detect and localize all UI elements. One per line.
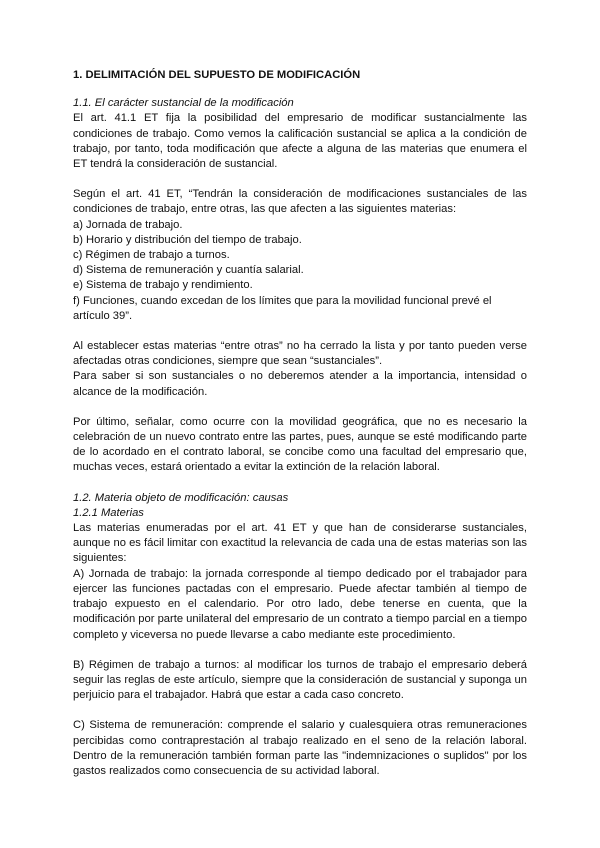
document-page: [73, 68, 527, 779]
list-item: e) Sistema de trabajo y rendimiento.: [73, 279, 253, 292]
list-item: f) Funciones, cuando excedan de los límites que para la movilidad funcional prevé el artículo 39”.: [73, 294, 492, 322]
subsection-title-1-1: 1.1. El carácter sustancial de la modificación: [73, 97, 294, 110]
subsection-title-1-2-1: 1.2.1 Materias: [73, 506, 144, 519]
list-item: c) Régimen de trabajo a turnos.: [73, 249, 230, 262]
list-item: a) Jornada de trabajo.: [73, 218, 183, 231]
spacer: [73, 400, 527, 415]
paragraph: El art. 41.1 ET fija la posibilidad del empresario de modificar sustancialmente las condiciones de trabajo. Como vemos la calificación sustancial se aplica a la condición de trabajo, por tanto, toda modificación que afecte a alguna de las materias que enumera el ET tendrá la consideración de sustancial.: [73, 112, 527, 171]
materias-list: [73, 218, 527, 324]
spacer: [73, 324, 527, 339]
paragraph: Por último, señalar, como ocurre con la movilidad geográfica, que no es necesario la celebración de un nuevo contrato entre las partes, pues, aunque se esté modificando parte de lo acordado en el contrato laboral, se concibe como una facultad del empresario que, muchas veces, estará orientado a evitar la extinción de la relación laboral.: [73, 415, 527, 474]
paragraph: C) Sistema de remuneración: comprende el salario y cualesquiera otras remuneraciones percibidas como contraprestación al trabajo realizado en el seno de la relación laboral. Dentro de la remuneración también forman parte las "indemnizaciones o suplidos" por los gastos realizados como consecuencia de su actividad laboral.: [73, 719, 527, 777]
list-item: d) Sistema de remuneración y cuantía salarial.: [73, 264, 304, 277]
paragraph: B) Régimen de trabajo a turnos: al modificar los turnos de trabajo el empresario deberá seguir las reglas de este artículo, siempre que la consideración de sustancial y suponga un perjuicio para el trabajador. Habrá que estar a cada caso concreto.: [73, 658, 527, 702]
list-item: b) Horario y distribución del tiempo de trabajo.: [73, 233, 302, 246]
spacer: [73, 172, 527, 187]
paragraph: Al establecer estas materias “entre otras” no ha cerrado la lista y por tanto pueden verse afectadas otras condiciones, siempre que sean “sustanciales”.: [73, 340, 527, 368]
spacer: [73, 643, 527, 658]
paragraph: Las materias enumeradas por el art. 41 ET y que han de considerarse sustanciales, aunque no es fácil limitar con exactitud la relevancia de cada una de estas materias son las siguientes:: [73, 522, 527, 565]
paragraph: A) Jornada de trabajo: la jornada corresponde al tiempo dedicado por el trabajador para ejercer las funciones pactadas con el empresario. Puede afectar también al tiempo de trabajo expuesto en el calendario. Por otro lado, debe tenerse en cuenta, que la modificación por parte unilateral del empresario de un contrato a tiempo parcial en a tiempo completo y viceversa no puede llevarse a cabo mediante este procedimiento.: [73, 567, 527, 641]
section-heading: 1. DELIMITACIÓN DEL SUPUESTO DE MODIFICACIÓN: [73, 69, 361, 81]
spacer: [73, 476, 527, 491]
paragraph: Para saber si son sustanciales o no deberemos atender a la importancia, intensidad o alcance de la modificación.: [73, 370, 527, 398]
spacer: [73, 703, 527, 718]
subsection-title-1-2: 1.2. Materia objeto de modificación: causas: [73, 491, 289, 504]
paragraph: Según el art. 41 ET, “Tendrán la consideración de modificaciones sustanciales de las condiciones de trabajo, entre otras, las que afecten a las siguientes materias:: [73, 188, 527, 216]
